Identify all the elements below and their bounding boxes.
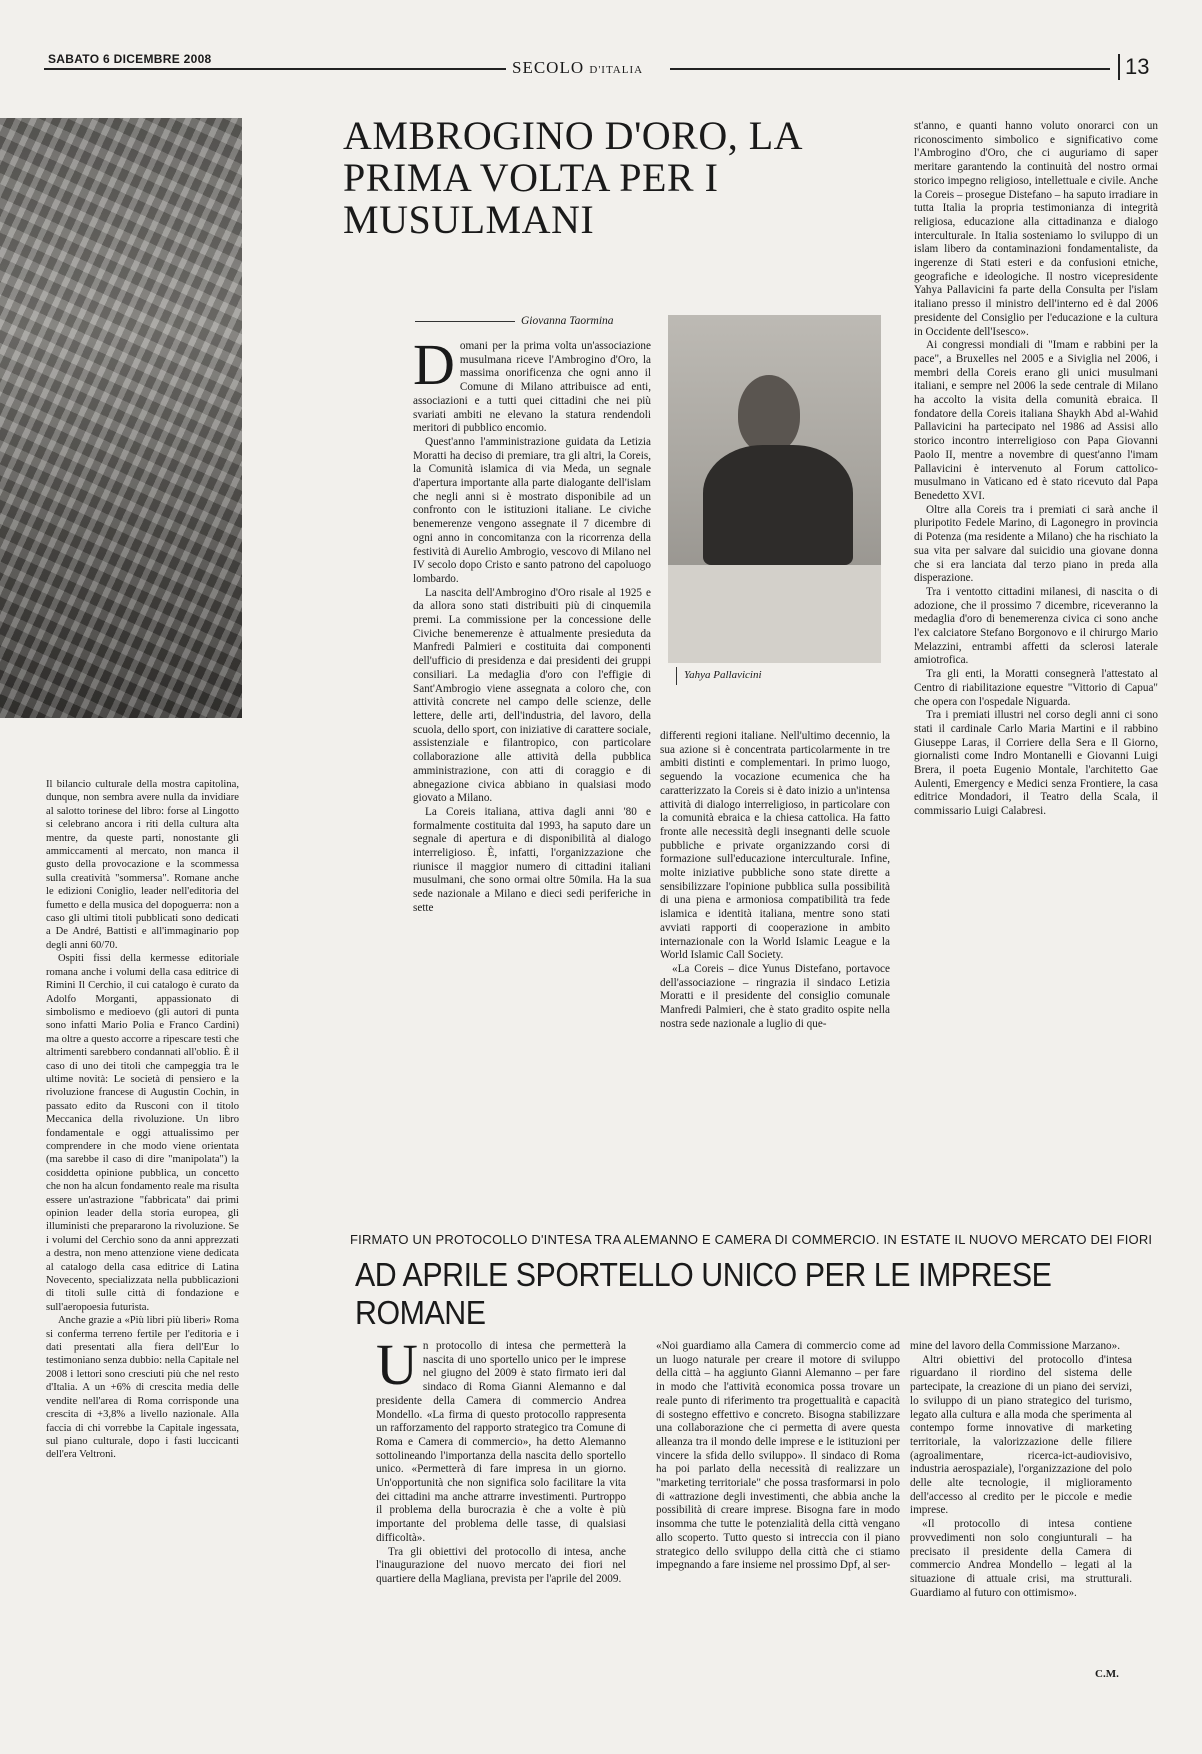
article-paragraph: «Noi guardiamo alla Camera di commercio come ad un luogo naturale per creare il motore di sviluppo della città – ha aggiunto Gianni Alemanno – per fare in modo che l'attività economica possa trovare un reale punto di riferimento tra progettualità e capacità di sostegno effettivo e concreto. Bisogna stabilizzare una collaborazione che ci permetta di avere questa alleanza tra il mondo delle imprese e le istituzioni per vincere la sfida dello sviluppo». Il sindaco di Roma ha poi parlato della necessità di realizzare un "marketing territoriale" che possa trasformarsi in polo di «attrazione degli investimenti, che abbia anche la possibilità di creare imprese. Bisogna fare in modo insomma che tutte le potenzialità della città vengano allo scoperto. Tutto questo si intreccia con il piano strategico dello sviluppo della città che ci stiamo impegnando a fare insieme nel prossimo Dpf, al ser- [656, 1340, 900, 1572]
article-paragraph: La nascita dell'Ambrogino d'Oro risale al 1925 e da allora sono stati distribuiti più di cinquemila premi. La commissione per la concessione delle Civiche benemerenze è attualmente presieduta da Manfredi Palmieri e costituita dai componenti dell'ufficio di presidenza e dai presidenti dei gruppi consiliari. La medaglia d'oro con l'effigie di Sant'Ambrogio viene assegnata a coloro che, con attività concrete nel campo delle scienze, delle lettere, delle arti, dell'industria, del lavoro, della scuola, dello sport, con iniziative di carattere sociale, assistenziale e filantropico, con particolare collaborazione alle attività della pubblica amministrazione, con atti di coraggio e di abnegazione civica abbiano in qualsiasi modo giovato a Milano. [413, 586, 651, 805]
portrait-photo [668, 315, 881, 663]
article-paragraph: st'anno, e quanti hanno voluto onorarci con un riconoscimento simbolico e significativo come l'Ambrogino d'Oro, che ci auguriamo di saper meritare garantendo la continuità del nostro ormai storico impegno religioso, intellettuale e civile. Anche la Coreis – prosegue Distefano – ha saputo irradiare in tutta Italia la propria testimonianza di integrità religiosa, educazione alla cittadinanza e dialogo interculturale. In Italia sosteniamo lo sviluppo di un islam libero da contaminazioni fondamentaliste, da ingerenze di Stati esteri e da confusioni etniche, geografiche e ideologiche. Il nostro vicepresidente Yahya Pallavicini fa parte della Consulta per l'islam italiano presso il ministro dell'interno ed è dal 2006 presidente del Consiglio per l'educazione e la cultura in Occidente dell'Isesco». [914, 120, 1158, 338]
newspaper-title-suffix: D'ITALIA [589, 64, 644, 76]
article1-column-1 [413, 340, 651, 1190]
left-paragraph: Anche grazie a «Più libri più liberi» Roma si conferma terreno fertile per l'editoria e i dati presentati alla fiera dell'Eur lo testimoniano senza dubbio: nella Capitale nel 2008 i lettori sono cresciuti più che nel resto d'Italia. A un +6% di crescita media delle vendite nell'area di Roma corrisponde una crescita di +3,8% a livello nazionale. Alla faccia di chi vorrebbe la Capitale ingessata, sul piano culturale, dopo i fasti luccicanti dell'era Veltroni. [46, 1315, 239, 1461]
article-paragraph: Altri obiettivi del protocollo d'intesa riguardano il riordino del sistema delle partecipate, la creazione di un piano dei servizi, lo sviluppo di un piano strategico del turismo, legato alla cultura e alla moda che sperimenta al contempo forme innovative di marketing territoriale, la valorizzazione delle filiere (agroalimentare, ricerca-ict-audiovisivo, industria aerospaziale), l'organizzazione del polo delle alte tecnologie, il miglioramento dell'accesso al credito per le piccole e medie imprese. [910, 1353, 1132, 1517]
header-rule-right [670, 68, 1110, 70]
article-paragraph: «La Coreis – dice Yunus Distefano, portavoce dell'associazione – ringrazia il sindaco Letizia Moratti e il presidente del consiglio comunale Manfredi Palmieri, che è stato gradito ospite nella nostra sede nazionale a luglio di que- [660, 962, 890, 1030]
article2-kicker: FIRMATO UN PROTOCOLLO D'INTESA TRA ALEMANNO E CAMERA DI COMMERCIO. IN ESTATE IL NUOVO MERCATO DEI FIORI [350, 1232, 1153, 1247]
portrait-head-shape [738, 375, 800, 453]
book-fair-photo [0, 118, 242, 718]
article2-column-1 [376, 1340, 626, 1670]
article-paragraph: «Il protocollo di intesa contiene provvedimenti non solo congiunturali – ha precisato il presidente della Camera di commercio Andrea Mondello – legati al la situazione di attuale crisi, ma strutturali. Guardiamo al futuro con ottimismo». [910, 1518, 1132, 1599]
article1-column-3 [914, 120, 1158, 1182]
article-paragraph: Oltre alla Coreis tra i premiati ci sarà anche il pluripotito Fedele Marino, di Lagonegro in provincia di Potenza (ma residente a Milano) che ha rischiato la sua vita per salvare dal suicidio una giovane donna che si era lanciata dal terzo piano in preda alla disperazione. [914, 503, 1158, 585]
left-column-text [46, 778, 239, 1723]
newspaper-title [512, 58, 643, 78]
article1-column-2 [660, 730, 890, 1190]
article2-column-2 [656, 1340, 900, 1670]
left-paragraph: Il bilancio culturale della mostra capitolina, dunque, non sembra avere nulla da invidiare al salotto torinese del libro: forse al Lingotto si celebrano ancora i riti della cultura alta mentre, da queste parti, nonostante gli ammiccamenti al mercato, non manca il gusto della provocazione e la scommessa sulla creatività "sommersa". Romane anche le edizioni Coniglio, leader nell'editoria del fumetto e della musica del dopoguerra: non a caso gli ultimi titoli pubblicati sono dedicati a De André, Battisti e all'immaginario pop degli anni 60/70. [46, 779, 239, 951]
drop-cap: U [376, 1340, 418, 1397]
article-paragraph: Tra gli obiettivi del protocollo di intesa, anche l'inaugurazione del nuovo mercato dei fiori nel quartiere della Magliana, prevista per l'aprile del 2009. [376, 1545, 626, 1585]
article-paragraph: Quest'anno l'amministrazione guidata da Letizia Moratti ha deciso di premiare, tra gli altri, la Coreis, la Comunità islamica di via Meda, un segnale d'apertura importante alla parte dialogante dell'islam che negli anni si è mostrato disponibile ad un confronto con le istituzioni italiane. Le civiche benemerenze vengono assegnate il 7 dicembre di ogni anno in concomitanza con la ricorrenza della festività di Aurelio Ambrogio, vescovo di Milano nel IV secolo dopo Cristo e santo patrono del capoluogo lombardo. [413, 435, 651, 585]
photo-caption: Yahya Pallavicini [684, 669, 762, 681]
portrait-table-shape [668, 565, 881, 663]
header-rule-left [44, 68, 506, 70]
page-number: 13 [1118, 54, 1149, 80]
article-paragraph [413, 340, 651, 436]
byline: Giovanna Taormina [415, 315, 614, 327]
author-signature: C.M. [1095, 1668, 1119, 1680]
article-paragraph: Tra i ventotto cittadini milanesi, di nascita o di adozione, che il prossimo 7 dicembre, riceveranno la medaglia d'oro di benemerenza civica ci sono anche l'ex calciatore Stefano Borgonovo e il chirurgo Mario Melazzini, entrambi affetti da sclerosi laterale amiotrofica. [914, 585, 1158, 667]
drop-cap: D [413, 340, 455, 397]
left-paragraph: Ospiti fissi della kermesse editoriale romana anche i volumi della casa editrice di Rimini Il Cerchio, il cui catalogo è curato da Adolfo Morganti, appassionato di simbolismo e medioevo (gli autori di punta sono infatti Mario Polia e Franco Cardini) ma oltre a questo accorre a ripescare testi che altrimenti sarebbero condannati all'oblio. È il caso di uno dei titoli che campeggia tra le ultime novità: Le società di pensiero e la rivoluzione francese di Augustin Cochin, in passato edito da Rusconi con il titolo Meccanica della rivoluzione. Un libro fondamentale e oggi attualissimo per comprendere in che modo viene orientata (ma sarebbe il caso di dire "manipolata") la cosiddetta opinione pubblica, un concetto che non ha alcun fondamento reale ma risulta essere un'astrazione "fabbricata" dai primi opinion leader della storia europea, gli illuministi che prepararono la rivoluzione. Se i volumi del Cerchio sono da anni apprezzati a destra, non meno attenzione viene dedicata al catalogo della casa editrice di Latina Novecento, specializzata nella pubblicazioni di titoli sulle città di fondazione e sull'aeropoesia futurista. [46, 953, 239, 1313]
article-paragraph: differenti regioni italiane. Nell'ultimo decennio, la sua azione si è concentrata particolarmente in tre ambiti distinti e complementari. In primo luogo, seguendo la vocazione ecumenica che ha caratterizzato la Coreis si è dato inizio a un'intensa attività di dialogo interreligioso, in particolare con la comunità ebraica e la chiesa cattolica. Ha fatto fronte alle necessità degli insegnanti delle scuole pubbliche e private organizzando corsi di formazione sull'educazione interculturale. Infine, molte iniziative pubbliche sono state dirette a sensibilizzare l'opinione pubblica sulla possibilità di una piena e armoniosa compatibilità tra fede islamica e identità italiana, mentre sono stati avviati rapporti di cooperazione in ambito internazionale con la World Islamic League e la World Islamic Call Society. [660, 730, 890, 962]
article-paragraph: Tra gli enti, la Moratti consegnerà l'attestato al Centro di riabilitazione equestre "Vittorio di Capua" che opera con l'ospedale Niguarda. [914, 668, 1158, 708]
article-paragraph [376, 1340, 626, 1546]
article2-column-3 [910, 1340, 1132, 1665]
newspaper-title-main: SECOLO [512, 58, 585, 77]
article-paragraph: Ai congressi mondiali di "Imam e rabbini per la pace", a Bruxelles nel 2005 e a Siviglia nel 2006, i membri della Coreis erano gli unici musulmani italiani, e sempre nel 2006 la sede centrale di Milano ha accolto la visita della comunità ebraica. Il fondatore della Coreis italiana Shaykh Abd al-Wahid Pallavicini ha partecipato nel 1986 ad Assisi allo storico incontro interreligioso con Papa Giovanni Paolo II, mentre a novembre di quest'anno l'imam Pallavicini è intervenuto al Forum cattolico-musulmano in Vaticano ed è stato ricevuto dal Papa Benedetto XVI. [914, 339, 1158, 502]
article-paragraph: La Coreis italiana, attiva dagli anni '80 e formalmente costituita dal 1993, ha saputo dare un segnale di apertura e di disponibilità al dialogo interreligioso. È, infatti, l'organizzazione che riunisce il maggior numero di cittadini italiani musulmani, che sono ormai oltre 50mila. Ha la sua sede nazionale a Milano e dieci sedi periferiche in sette [413, 805, 651, 914]
article2-headline: AD APRILE SPORTELLO UNICO PER LE IMPRESE ROMANE [355, 1256, 1052, 1331]
article-headline: AMBROGINO D'ORO, LA PRIMA VOLTA PER I MUSULMANI [343, 113, 801, 242]
portrait-body-shape [703, 445, 853, 565]
article-paragraph-text: n protocollo di intesa che permetterà la nascita di uno sportello unico per le imprese nel giugno del 2009 è stato firmato ieri dal sindaco di Roma Gianni Alemanno e dal presidente della Camera di commercio Andrea Mondello. «La firma di questo protocollo rappresenta un rafforzamento del rapporto strategico tra Comune di Roma e Camera di commercio», ha detto Alemanno sottolineando l'importanza della nascita dello sportello unico. «Permetterà di fare impresa in un giorno. Un'opportunità che non significa solo facilitare la vita dei cittadini ma anche attrarre investimenti. Purtroppo il problema della burocrazia è che a volte è più importante del problema delle tasse, di qualsiasi difficoltà». [376, 1340, 626, 1544]
article-paragraph: Tra i premiati illustri nel corso degli anni ci sono stati il cardinale Carlo Maria Martini e il rabbino Giuseppe Laras, il Corriere della Sera e Il Giorno, giornalisti come Indro Montanelli e Giovanni Luigi Brera, il poeta Eugenio Montale, l'architetto Gae Aulenti, Emergency e Medici senza Frontiere, la casa editrice Mondadori, il Teatro della Scala, il commissario Luigi Calabresi. [914, 709, 1158, 818]
article-paragraph-text: omani per la prima volta un'associazione musulmana riceve l'Ambrogino d'Oro, la massima onorificenza che ogni anno il Comune di Milano attribuisce ad enti, associazioni e a tutti quei cittadini che nei più svariati ambiti ne elevano la statura rendendoli meritori di pubblico encomio. [413, 340, 651, 435]
issue-date: SABATO 6 DICEMBRE 2008 [48, 52, 212, 66]
article-paragraph: mine del lavoro della Commissione Marzano». [910, 1340, 1121, 1352]
